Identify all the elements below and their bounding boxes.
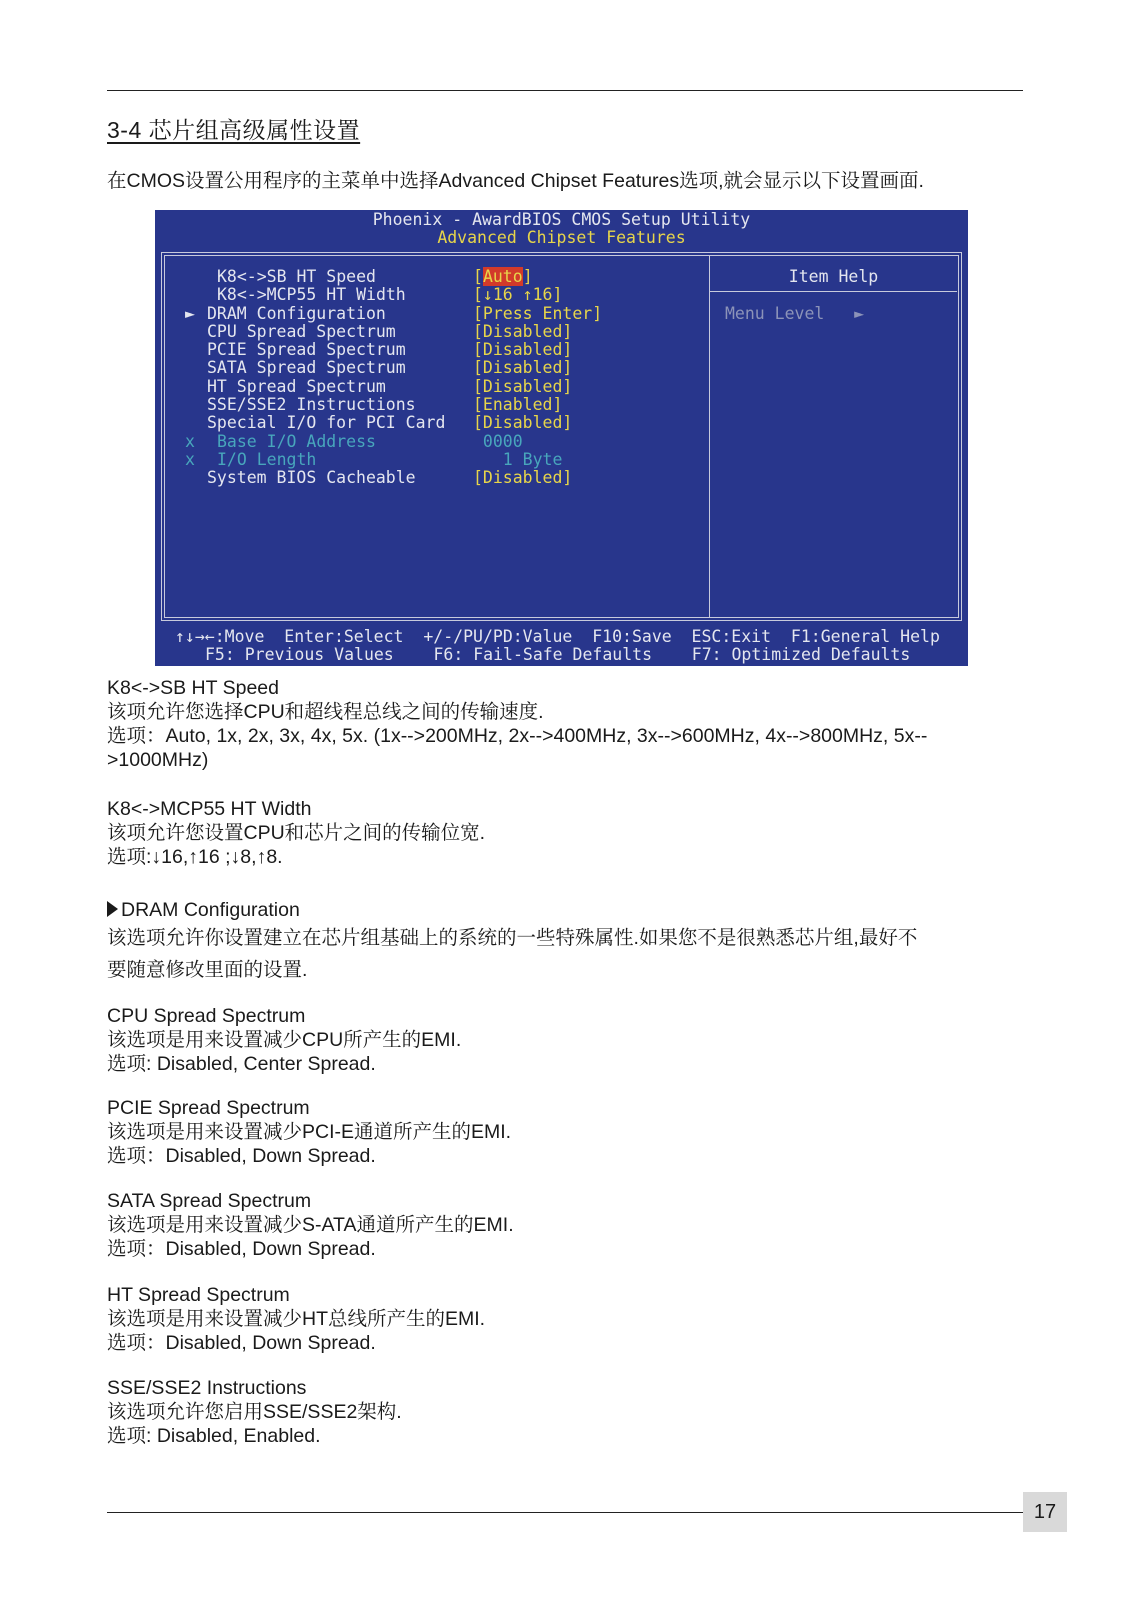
setting-label: Special I/O for PCI Card <box>207 413 446 433</box>
bios-row-special-io-for-pci-card[interactable] <box>155 414 709 432</box>
item-options: 选项: Disabled, Center Spread. <box>107 1053 376 1075</box>
bottom-rule <box>107 1512 1023 1513</box>
setting-value[interactable]: [Disabled] <box>473 340 573 360</box>
setting-label: DRAM Configuration <box>207 303 386 323</box>
top-rule <box>107 90 1023 91</box>
desc-pcie-spread-spectrum <box>107 1096 1023 1168</box>
item-heading: SSE/SSE2 Instructions <box>107 1377 307 1399</box>
setting-label: K8<->SB HT Speed <box>217 267 376 286</box>
setting-label: SATA Spread Spectrum <box>207 358 406 378</box>
bios-row-base-io-address <box>155 433 709 451</box>
setting-value[interactable]: [Press Enter] <box>473 303 603 323</box>
bios-settings-list <box>155 268 709 488</box>
bios-row-cpu-spread-spectrum[interactable] <box>155 323 709 341</box>
item-description: 该选项是用来设置减少S-ATA通道所产生的EMI. <box>107 1214 514 1236</box>
menu-level-label: Menu Level ► <box>725 304 865 323</box>
item-description: 该项允许您选择CPU和超线程总线之间的传输速度. <box>107 701 544 723</box>
bios-row-k8-sb-ht-speed[interactable] <box>155 268 709 286</box>
setting-label: SSE/SSE2 Instructions <box>207 395 416 415</box>
bios-key-legend-line2: F5: Previous Values F6: Fail-Safe Defaults F7: Optimized Defaults <box>205 645 911 664</box>
bios-row-ht-spread-spectrum[interactable] <box>155 378 709 396</box>
item-options: 选项: Disabled, Enabled. <box>107 1425 321 1447</box>
bios-row-system-bios-cacheable[interactable] <box>155 469 709 487</box>
setting-value[interactable]: [Disabled] <box>473 358 573 378</box>
disabled-x-icon: x <box>185 431 195 451</box>
bios-page-title: Advanced Chipset Features <box>437 228 686 247</box>
item-description: 该选项允许你设置建立在芯片组基础上的系统的一些特殊属性.如果您不是很熟悉芯片组,最好不 <box>107 927 918 949</box>
setting-value[interactable]: [Disabled] <box>473 413 573 433</box>
setting-value[interactable]: [Enabled] <box>473 395 563 415</box>
page-number: 17 <box>1023 1492 1067 1532</box>
bios-row-io-length <box>155 451 709 469</box>
desc-sse-sse2-instructions <box>107 1376 1023 1448</box>
item-description: 该项允许您设置CPU和芯片之间的传输位宽. <box>107 822 486 844</box>
disabled-x-icon: x <box>185 449 195 469</box>
item-options: 选项：Disabled, Down Spread. <box>107 1332 376 1354</box>
setting-value[interactable]: [Disabled] <box>473 468 573 488</box>
item-help-title: Item Help <box>788 267 879 286</box>
setting-value[interactable]: [Disabled] <box>473 321 573 341</box>
setting-value[interactable]: [↓16 ↑16] <box>473 285 563 305</box>
item-heading: K8<->MCP55 HT Width <box>107 798 312 820</box>
item-options: 选项:↓16,↑16 ;↓8,↑8. <box>107 846 283 868</box>
bios-utility-title: Phoenix - AwardBIOS CMOS Setup Utility <box>372 210 751 229</box>
setting-value[interactable]: [Auto] <box>473 267 533 286</box>
item-heading: DRAM Configuration <box>121 899 300 921</box>
desc-dram-configuration <box>107 898 1023 986</box>
section-title: 3-4 芯片组高级属性设置 <box>107 117 361 143</box>
setting-value[interactable]: [Disabled] <box>473 376 573 396</box>
item-description: 该选项是用来设置减少PCI-E通道所产生的EMI. <box>107 1121 512 1143</box>
item-description: 该选项是用来设置减少HT总线所产生的EMI. <box>107 1308 486 1330</box>
bios-column-divider <box>709 255 710 617</box>
desc-sata-spread-spectrum <box>107 1189 1023 1261</box>
item-options: 选项：Disabled, Down Spread. <box>107 1145 376 1167</box>
item-heading: HT Spread Spectrum <box>107 1284 290 1306</box>
item-description: 该选项允许您启用SSE/SSE2架构. <box>107 1401 402 1423</box>
item-options-continued: >1000MHz) <box>107 749 209 771</box>
bios-row-sse-sse2-instructions[interactable] <box>155 396 709 414</box>
bios-row-sata-spread-spectrum[interactable] <box>155 359 709 377</box>
setting-label: System BIOS Cacheable <box>207 468 416 488</box>
setting-label: Base I/O Address <box>217 431 376 451</box>
item-description-continued: 要随意修改里面的设置. <box>107 959 308 981</box>
desc-cpu-spread-spectrum <box>107 1004 1023 1076</box>
selected-value-highlight: Auto <box>482 267 523 286</box>
setting-value: 1 Byte <box>473 449 563 469</box>
setting-label: HT Spread Spectrum <box>207 376 386 396</box>
item-heading: CPU Spread Spectrum <box>107 1005 306 1027</box>
item-heading: SATA Spread Spectrum <box>107 1190 312 1212</box>
item-heading: PCIE Spread Spectrum <box>107 1097 310 1119</box>
intro-paragraph: 在CMOS设置公用程序的主菜单中选择Advanced Chipset Features选项,就会显示以下设置画面. <box>107 170 924 192</box>
setting-label: K8<->MCP55 HT Width <box>217 285 406 305</box>
item-options: 选项：Auto, 1x, 2x, 3x, 4x, 5x. (1x-->200MHz, 2x-->400MHz, 3x-->600MHz, 4x-->800MHz, 5x-- <box>107 725 928 747</box>
bios-row-pcie-spread-spectrum[interactable] <box>155 341 709 359</box>
setting-label: CPU Spread Spectrum <box>207 321 396 341</box>
submenu-arrow-icon: ► <box>185 303 195 323</box>
submenu-triangle-icon <box>107 901 118 917</box>
setting-value: 0000 <box>473 431 523 451</box>
desc-k8-mcp55-ht-width <box>107 797 1023 869</box>
item-options: 选项：Disabled, Down Spread. <box>107 1238 376 1260</box>
bios-key-legend-line1: ↑↓→←:Move Enter:Select +/-/PU/PD:Value F10:Save ESC:Exit F1:General Help <box>175 627 940 646</box>
item-heading: K8<->SB HT Speed <box>107 677 279 699</box>
desc-k8-sb-ht-speed <box>107 676 1023 772</box>
item-description: 该选项是用来设置减少CPU所产生的EMI. <box>107 1029 462 1051</box>
desc-ht-spread-spectrum <box>107 1283 1023 1355</box>
bios-row-k8-mcp55-ht-width[interactable] <box>155 286 709 304</box>
bios-help-divider <box>710 291 957 292</box>
bios-screenshot <box>155 210 968 666</box>
bios-row-dram-configuration[interactable] <box>155 305 709 323</box>
setting-label: PCIE Spread Spectrum <box>207 340 406 360</box>
setting-label: I/O Length <box>217 449 317 469</box>
